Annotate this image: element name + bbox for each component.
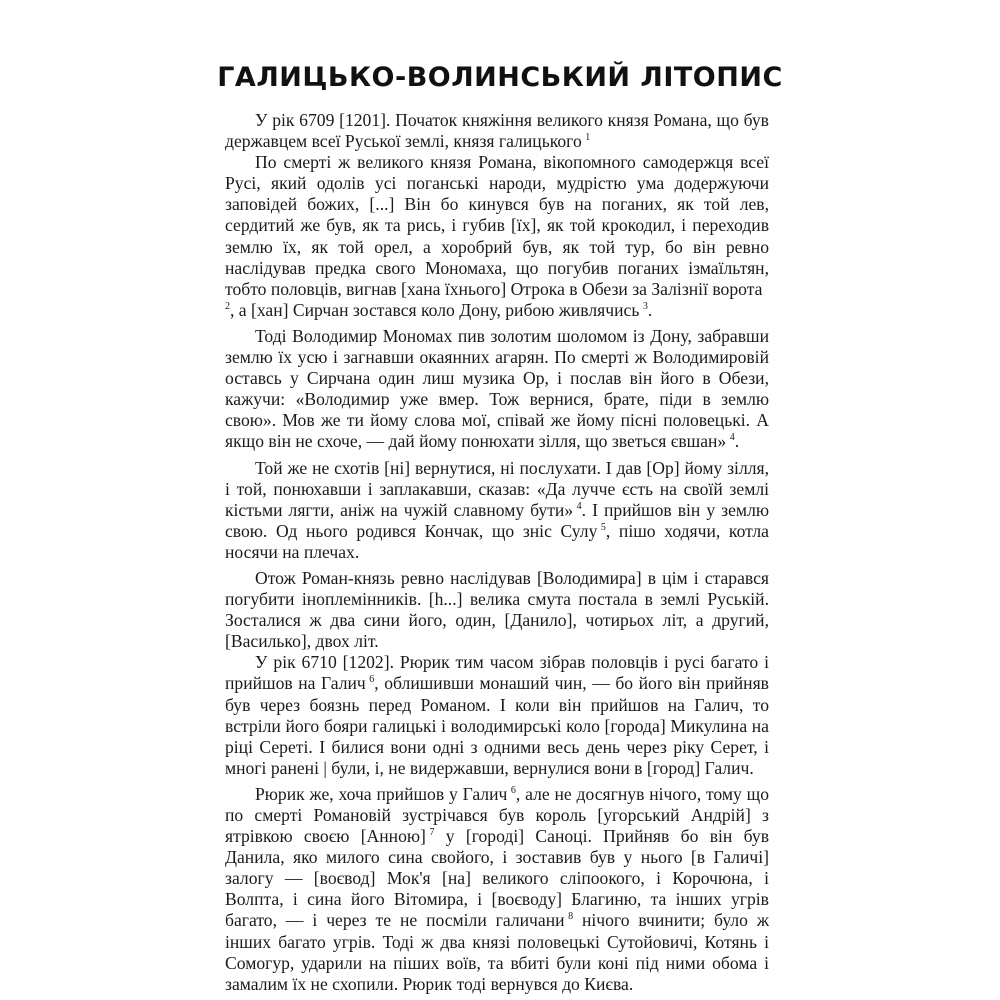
paragraph-text: Той же не схотів [ні] вернутися, ні послухати. І дав [Ор] йому зілля, і той, понюхавши і заплакавши, сказав: «Да лучче єсть на своїй землі кістьми лягти, аніж на чужій славному бути» [225,457,769,520]
paragraph-text: , облишивши монаший чин, — бо його він прийняв був через боязнь перед Романом. І коли він прийшов на Галич, то встріли його бояри галицькі і володимирські коло [города] Микулина на ріці Сереті. І билися вони одні з одними весь день через ріку Серет, і многі ранені | були, і, не видержавши, вернулися вони в [город] Галич. [225,673,769,778]
paragraph-3 [225,326,769,453]
paragraph-text: У рік 6710 [1202]. Рюрик тим часом зібрав половців і русі багато і прийшов на Галич [225,652,769,694]
text-body [225,110,769,995]
paragraph-text: нічого вчинити; було ж інших багато угрів. Тоді ж два князі половецькі Сутойовичі, Котянь і Сомогур, ударили на піших воїв, та вбиті були коні під ними обома і замалим їх не схопили. Рюрик тоді вернувся до Києва. [225,910,769,994]
paragraph-2 [225,152,769,321]
footnote-ref[interactable]: 3 [642,300,648,312]
paragraph-text: . І прийшов він у землю свою. Од нього родився Кончак, що зніс Сулу [225,499,769,541]
paragraph-text: Тоді Володимир Мономах пив золотим шоломом із Дону, забравши землю їх усю і загнавши окаянних агарян. По смерті ж Володимировій оставсь у Сирчана один лиш музика Ор, і послав він його в Обези, кажучи: «Володимир уже вмер. Тож вернися, брате, піди в землю свою». Мов же ти йому слова мої, співай же йому пісні половецькі. А якщо він не схоче, — дай йому понюхати зілля, що зветься євшан» [225,325,769,452]
paragraph-4 [225,458,769,563]
paragraph-text: , а [хан] Сирчан зостався коло Дону, рибою живлячись [230,299,640,320]
paragraph-1 [225,110,769,152]
paragraph-text: По смерті ж великого князя Романа, вікопомного самодержця всеї Русі, який одолів усі поганські народи, мудрістю ума додержуючи заповідей божих, [...] Він бо кинувся був на поганих, як той лев, сердитий же був, як та рись, і губив [їх], як той крокодил, і переходив землю їх, як той орел, а хоробрий був, як той тур, бо він ревно наслідував предка свого Мономаха, що погубив поганих ізмаїльтян, тобто половців, вигнав [хана їхнього] Отрока в Обези за Залізнії ворота [225,152,769,299]
footnote-ref[interactable]: 8 [568,911,574,923]
paragraph-6 [225,652,769,779]
paragraph-text: , але не досягнув нічого, тому що по смерті Романовій зустрічався був король [угорський Андрій] з ятрівкою своєю [Анною] [225,783,769,847]
footnote-ref[interactable]: 1 [585,132,591,144]
paragraph-text: Отож Роман-князь ревно наслідував [Володимира] в цім і старався погубити іноплемінників. [h...] велика смута постала в землі Руській. Зосталися ж два сини його, один, [Данило], чотирьох літ, а другий, [Василько], двох літ. [225,567,769,652]
footnote-ref[interactable]: 4 [576,500,582,512]
page-title: ГАЛИЦЬКО-ВОЛИНСЬКИЙ ЛІТОПИС [217,62,783,93]
footnote-ref[interactable]: 5 [600,521,606,533]
paragraph-text: . [647,299,653,320]
paragraph-text: , пішо ходячи, котла носячи на плечах. [225,520,769,562]
paragraph-text: у [городі] Саноці. Прийняв бо він був Данила, яко милого сина свойого, і зоставив був у нього [в Галичі] залогу — [воєвод] Мок'я [на] великого сліпоокого, і Корочюна, і Волпта, і сина його Вітомира, і [воєводу] Благиню, та інших угрів багато, — і через те не посміли галичани [225,826,770,931]
paragraph-text: У рік 6709 [1201]. Початок княжіння великого князя Романа, що був державцем всеї Руської землі, князя галицького [225,110,769,152]
footnote-ref[interactable]: 2 [225,300,230,312]
paragraph-5 [225,568,769,652]
paragraph-7 [225,784,769,995]
paragraph-text: . [734,431,740,452]
paragraph-text: Рюрик же, хоча прийшов у Галич [255,783,508,804]
footnote-ref[interactable]: 4 [729,432,735,444]
footnote-ref[interactable]: 7 [429,827,435,839]
footnote-ref[interactable]: 6 [510,785,516,797]
footnote-ref[interactable]: 6 [369,674,375,686]
